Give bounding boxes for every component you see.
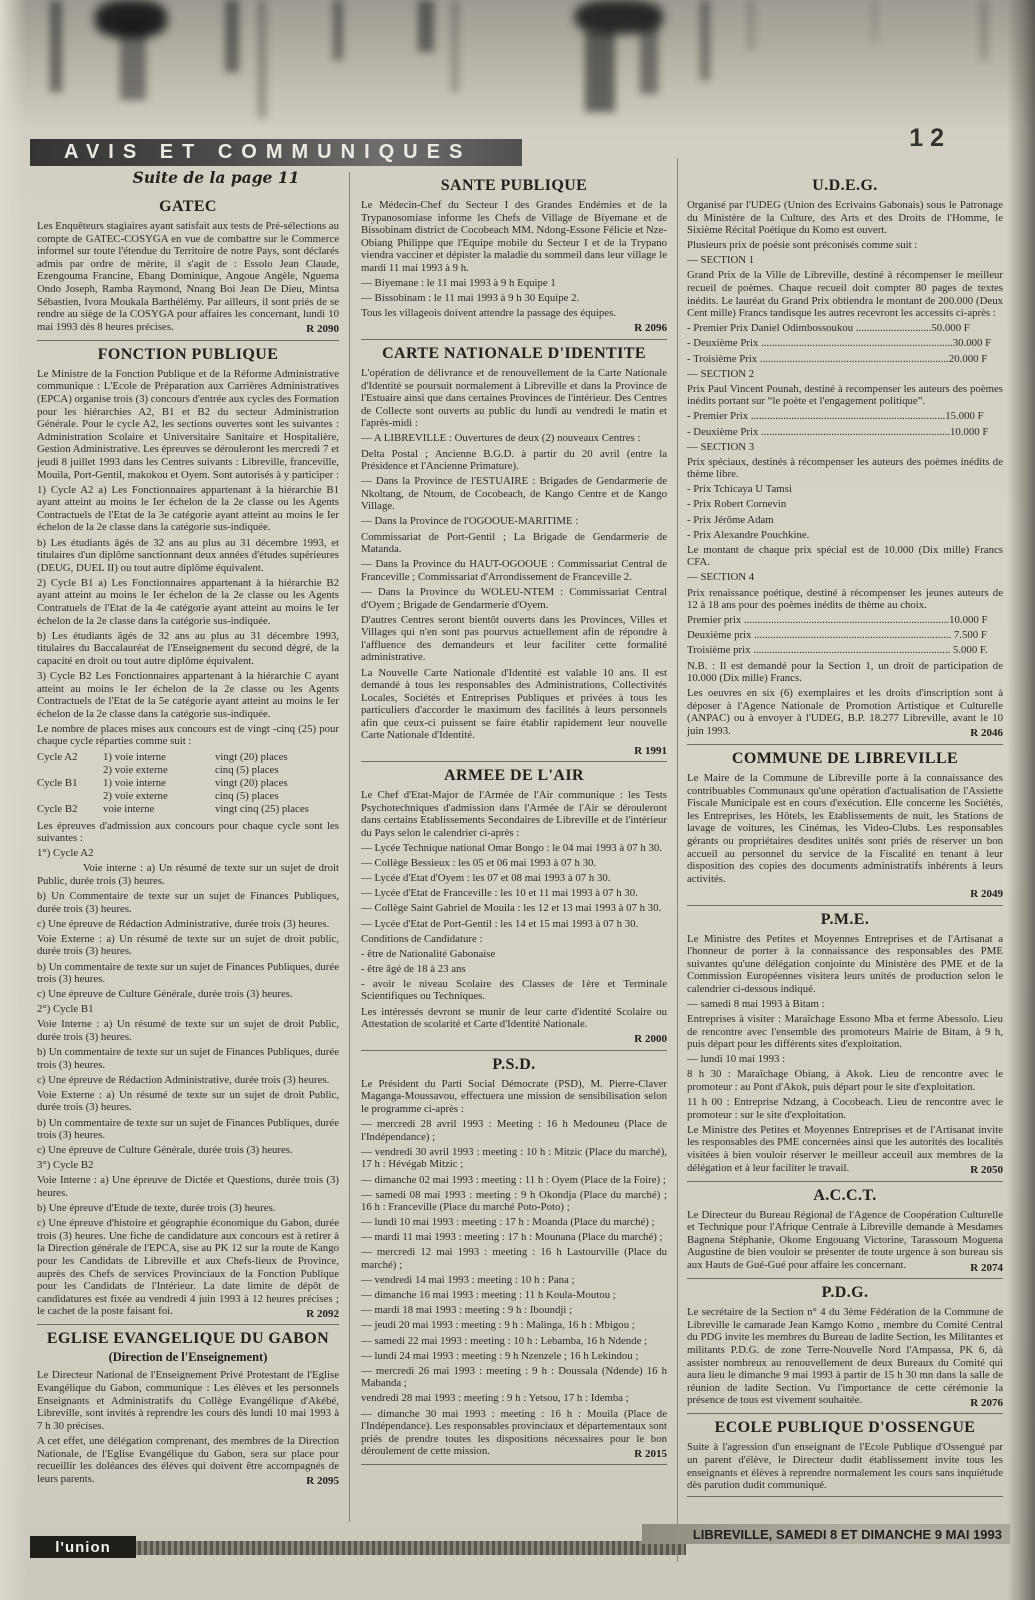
section-title: P.M.E. — [820, 910, 870, 928]
scan-artifact — [748, 0, 754, 50]
places-row — [37, 803, 339, 816]
places-cell: 1) voie interne — [103, 776, 166, 789]
paragraph: Prix spéciaux, destinés à récompenser les auteurs des poèmes inédits de thème libre. — [687, 455, 1003, 481]
places-cell: vingt cinq (25) places — [215, 803, 309, 816]
paragraph: — mercredi 26 mai 1993 : meeting : 9 h : Doussala (Ndende) 16 h Mabanda ; — [361, 1364, 667, 1390]
column-center — [356, 168, 672, 1564]
paragraph: A cet effet, une délégation comprenant, des membres de la Direction Nationale, de l'Eglise Evangélique du Gabon, sera sur place pour recueillir les doléances des élèves qui doivent être accompagnés de leurs parents. — [37, 1434, 339, 1485]
column-divider — [349, 172, 350, 1522]
paragraph: Les Enquêteurs stagiaires ayant satisfait aux tests de Pré-sélections au compte de GATEC-COSYGA en vue de combattre sur le Commerce informel sur toute l'étendue du Territoire de notre Pays, sont déclarés admis par ordre de mérite, il s'agit de : Essolo Jean Claude, Ezengouma Francine, Ebang Dominique, Angoue Angèle, Nguema Ondo Joseph, Ramba Raymond, Nnang Boi Jean De Dieu, Mintsa Sébastien, Ivora Moukala Barthélémy. Par ailleurs, il sont priés de se rendre au siège de la COSYGA pour affaires les concernant, lundi 10 mai 1993 dès 8 heures précises. — [37, 220, 339, 333]
paragraph: b) Une épreuve d'Etude de texte, durée trois (3) heures. — [37, 1202, 276, 1215]
dateline: LIBREVILLE, SAMEDI 8 ET DIMANCHE 9 MAI 1993 — [692, 1526, 1002, 1542]
paragraph: 11 h 00 : Entreprise Ndzang, à Cocobeach. Lieu de rencontre avec le promoteur : sur le site d'exploitation. — [687, 1096, 1003, 1121]
column-end-rule — [361, 1464, 667, 1465]
paragraph: 1°) Cycle A2 — [37, 847, 94, 860]
paragraph: — Collège Bessieux : les 05 et 06 mai 1993 à 07 h 30. — [361, 857, 597, 870]
prize-line: Troisième prix ......................................................................... 5.000 F. — [687, 644, 988, 657]
paragraph: b) Les étudiants âgés de 32 ans au plus au 31 décembre 1993, et titulaires d'un diplôme sanctionnant deux années d'études supérieures (DEUG, DUEL II) ou tout autre diplôme équivalent. — [37, 536, 339, 574]
paragraph: — Lycée Technique national Omar Bongo : le 04 mai 1993 à 07 h 30. — [361, 842, 662, 855]
paragraph: c) Une épreuve d'histoire et géographie économique du Gabon, durée trois (3) heures. Une fiche de candidature aux concours est à retirer à la Direction générale de l'EPCA, sise au PK 12 sur la route de Kango pour les Candidats de Libreville et aux Chefs-lieux de Province, auprès des Chefs de services Provinciaux de la Fonction Publique pour les Candidats de l'Intérieur. La date limite de dépôt de candidatures est fixée au vendredi 4 juin 1993 à 12 heures précises ; le cachet de la poste faisant foi. — [37, 1217, 339, 1318]
places-cell: 2) voie externe — [103, 763, 168, 776]
paragraph: Le nombre de places mises aux concours est de vingt -cinq (25) pour chaque cycle réparties comme suit : — [37, 722, 339, 748]
paragraph: Le Chef d'Etat-Major de l'Armée de l'Air communique : les Tests Psychotechniques d'admission dans l'Armée de l'Air se dérouleront dans certains Etablissements Secondaires de Libreville et de l'intérieur du Pays selon le calendrier ci-après : — [361, 789, 667, 839]
scan-artifact — [980, 0, 988, 60]
places-cell: vingt (20) places — [215, 776, 288, 789]
paragraph: Les intéressés devront se munir de leur carte d'identité Scolaire ou Attestation de scolarité et Carte d'Identité Nationale. — [361, 1005, 667, 1031]
places-row — [37, 790, 339, 803]
section-header-bar — [30, 139, 522, 166]
section-title: FONCTION PUBLIQUE — [97, 345, 279, 363]
section-title: A.C.C.T. — [813, 1186, 877, 1204]
paragraph: — lundi 10 mai 1993 : meeting : 17 h : Moanda (Place du marché) ; — [361, 1216, 655, 1229]
page-number: 12 — [909, 124, 951, 152]
paragraph: Voie Externe : a) Un résumé de texte sur un sujet de droit public, durée trois (3) heures. — [37, 932, 339, 958]
page-edge-right — [1007, 0, 1035, 1600]
paragraph: - être âgé de 18 à 23 ans — [361, 962, 466, 975]
paragraph: Prix Paul Vincent Pounah, destiné à recompenser les auteurs des poèmes inédits portant sur “le poète et l'engagement politique”. — [687, 382, 1003, 408]
section-ecole-ossengue — [687, 1413, 1003, 1491]
prize-line: - Deuxième Prix ......................................................................10.000 F — [687, 425, 989, 438]
paragraph: — Lycée d'Etat de Port-Gentil : les 14 et 15 mai 1993 à 07 h 30. — [361, 917, 639, 930]
paragraph: c) Une épreuve de Culture Générale, durée trois (3) heures. — [37, 988, 293, 1001]
section-commune-libreville — [687, 744, 1003, 900]
paragraph: — mardi 11 mai 1993 : meeting : 17 h : Mounana (Place du marché) ; — [361, 1231, 663, 1244]
paragraph: Commissariat de Port-Gentil ; La Brigade de Gendarmerie de Matanda. — [361, 530, 667, 556]
section-armee-de-lair — [361, 761, 667, 1046]
places-cell: vingt (20) places — [215, 750, 288, 763]
column-divider — [677, 158, 678, 1562]
prize-line: Deuxième prix ......................................................................... 7.500 F — [687, 629, 987, 642]
paragraph: Organisé par l'UDEG (Union des Ecrivains Gabonais) sous le Patronage du Ministère de la Culture, des Arts et des Droits de l'Homme, le Sixième Récital Poétique du Komo est ouvert. — [687, 199, 1003, 237]
paragraph: 3°) Cycle B2 — [37, 1159, 94, 1172]
section-title: ECOLE PUBLIQUE D'OSSENGUE — [714, 1419, 976, 1437]
column-end-rule — [687, 1496, 1003, 1497]
paragraph: La Nouvelle Carte Nationale d'Identité est valable 10 ans. Il est demandé à tous les responsables des Administrations, Collectivités Locales, Sociétés et Entreprises Publiques et privées à tous les particuliers d'accorder le maximum des facilités à leurs personnels afin que ceux-ci puissent se faire établir rapidement leur nouvelle Carte Nationale d'Identité. — [361, 666, 667, 742]
ref-number: R 2015 — [634, 1447, 667, 1460]
paragraph: Le Directeur du Bureau Régional de l'Agence de Coopération Culturelle et Technique pour l'Afrique Centrale à Libreville demande à Mesdames Bagnena Stéphanie, Okome Engouang Victorine, Tarassoum Moguena Augustine de bien vouloir se présenter de toute urgence à son bureau sis aux Hauts de Gué-Gué pour affaire les concernant. — [687, 1208, 1003, 1272]
scan-artifact — [50, 0, 62, 92]
places-table — [37, 751, 339, 817]
places-cell — [37, 790, 103, 803]
paragraph: Prix renaissance poétique, destiné à récompenser les jeunes auteurs de 12 à 18 ans pour des poèmes inédits de thème au choix. — [687, 586, 1003, 612]
section-pdg — [687, 1278, 1003, 1409]
paragraph: b) Les étudiants âgés de 32 ans au plus au 31 décembre 1993, titulaires du Baccalauréat de l'Enseignement du second dégré, de la capacité en droit ou tout autre diplôme équivalent. — [37, 629, 339, 667]
paragraph: 3) Cycle B2 Les Fonctionnaires appartenant à la hiérarchie C ayant atteint au moins le Ier échelon de la 2e classe ou les Agents Contractuels de l'Etat de la 5e catégorie ayant atteint au moins le Ier échelon de la 2e classe dans la catégorie sus-indiquée. — [37, 670, 339, 720]
paragraph: — Collège Saint Gabriel de Mouila : les 12 et 13 mai 1993 à 07 h 30. — [361, 902, 662, 915]
column-right — [682, 168, 1008, 1524]
ref-number: R 2046 — [970, 727, 1003, 740]
paragraph: — lundi 10 mai 1993 : — [687, 1053, 786, 1066]
paragraph: — Lycée d'Etat de Franceville : les 10 et 11 mai 1993 à 07 h 30. — [361, 887, 638, 900]
section-psd — [361, 1050, 667, 1461]
paragraph: — Bissobinam : le 11 mai 1993 à 9 h 30 Equipe 2. — [361, 292, 580, 305]
paragraph: c) Une épreuve de Rédaction Administrative, durée trois (3) heures. — [37, 917, 330, 930]
ref-number: R 2074 — [970, 1261, 1003, 1274]
paragraph: - être de Nationalité Gabonaise — [361, 947, 496, 960]
scan-artifact — [585, 28, 615, 112]
section-pme — [687, 905, 1003, 1177]
paragraph: — A LIBREVILLE : Ouvertures de deux (2) nouveaux Centres : — [361, 432, 641, 445]
prize-line: Premier prix ............................................................................10.000 F — [687, 614, 988, 627]
paragraph: Tous les villageois doivent attendre la passage des équipes. — [361, 307, 617, 320]
paragraph: — mardi 18 mai 1993 : meeting : 9 h : Iboundji ; — [361, 1304, 573, 1317]
section-sante-publique — [361, 172, 667, 335]
section-title: P.D.G. — [821, 1284, 869, 1302]
paragraph: 1) Cycle A2 a) Les Fonctionnaires appartenant à la hiérarchie B1 ayant atteint au moins le Ier échelon de la 2e classe ou les Agents Contractuels de l'Etat de la 3e catégorie ayant atteint au moins le Ier échelon de la 2e classe dans la catégorie sus-indiquée. — [37, 483, 339, 534]
paragraph: Voie Interne : a) Une épreuve de Dictée et Questions, durée trois (3) heures. — [37, 1174, 339, 1200]
page-header-title: AVIS ET COMMUNIQUES — [64, 141, 472, 163]
paragraph: — Dans la Province du WOLEU-NTEM : Commissariat Central d'Oyem ; Brigade de Gendarmerie d'Oyem. — [361, 585, 667, 611]
section-title: GATEC — [159, 198, 217, 215]
ref-number: R 2092 — [306, 1307, 339, 1320]
paragraph: Le Ministre de la Fonction Publique et de la Réforme Administrative communique : L'Ecole de Préparation aux Carrières Administratives (EPCA) organise trois (3) concours d'entrée aux cycles des Formation pour les hiérarchies A2, B1 et B2 du secteur Administration Générale. Pour le cycle A2, les sections ouvertes sont les suivantes : Administration Scolaire et Universitaire Sanitaire et Hospitalière, Gestion Administrative. Les épreuves se dérouleront les mercredi 7 et jeudi 8 juillet 1993 dans les Centres suivants : Libreville, franceville, Mouila, Port-Gentil, makokou et Oyem. Sont autorisés à y participer : — [37, 367, 339, 481]
paragraph: — Dans la Province du HAUT-OGOOUE : Commissariat Central de Franceville ; Commissariat d'Arrondissement de Franceville 2. — [361, 558, 667, 583]
section-title: SANTE PUBLIQUE — [440, 177, 588, 194]
ref-number: R 2076 — [970, 1396, 1003, 1409]
paragraph: — SECTION 4 — [687, 571, 755, 584]
scan-artifact — [640, 24, 658, 94]
paragraph: Le Président du Parti Social Démocrate (PSD), M. Pierre-Claver Maganga-Moussavou, effectuera une mission de sensibilisation selon le programme ci-après : — [361, 1077, 667, 1116]
paragraph: — jeudi 20 mai 1993 : meeting : 9 h : Malinga, 16 h : Mbigou ; — [361, 1319, 635, 1332]
ref-number: R 1991 — [634, 744, 667, 757]
paragraph: — samedi 8 mai 1993 à Bitam : — [687, 997, 825, 1010]
scan-artifact — [225, 0, 239, 72]
prize-line: - Prix Robert Cornevin — [687, 498, 787, 511]
places-row — [37, 777, 339, 790]
paragraph: Les épreuves d'admission aux concours pour chaque cycle sont les suivantes : — [37, 819, 339, 845]
places-cell: 2) voie externe — [103, 790, 168, 803]
paragraph: c) Une épreuve de Culture Générale, durée trois (3) heures. — [37, 1144, 293, 1157]
section-fonction-publique — [37, 340, 339, 1321]
paragraph: — Biyemane : le 11 mai 1993 à 9 h Equipe 1 — [361, 277, 556, 290]
paragraph: Le Ministre des Petites et Moyennes Entreprises et de l'Artisanat a l'honneur de porter à la connaissance des responsables des PME suivantes qu'une délégation conjointe du Ministère des PME et de la Commission Européennes visitera leurs unités de production selon le calendrier ci-dessous indiqué. — [687, 932, 1003, 995]
paragraph: — vendredi 14 mai 1993 : meeting : 10 h : Pana ; — [361, 1274, 575, 1287]
places-row — [37, 764, 339, 777]
section-title: U.D.E.G. — [812, 177, 878, 194]
prize-line: - Deuxième Prix .......................................................................30.000 F — [687, 337, 992, 350]
paragraph: N.B. : Il est demandé pour la Section 1, un droit de participation de 10.000 (Dix mille) Francs. — [687, 659, 1003, 685]
paragraph: — samedi 22 mai 1993 : meeting : 10 h : Lebamba, 16 h Ndende ; — [361, 1334, 648, 1347]
paragraph: D'autres Centres seront bientôt ouverts dans les Provinces, Villes et Villages qui n'en sont pas pourvus actuellement afin de répondre à l'affluence des demandeurs et leur faciliter cette formalité administrative. — [361, 613, 667, 664]
places-cell: 1) voie interne — [103, 750, 166, 763]
paragraph: Voie Interne : a) Un résumé de texte sur un sujet de droit Public, durée trois (3) heures. — [37, 1018, 339, 1043]
lunion-logo: l'union — [30, 1536, 136, 1558]
prize-line: - Prix Alexandre Pouchkine. — [687, 528, 810, 541]
section-title: COMMUNE DE LIBREVILLE — [731, 750, 959, 768]
ref-number: R 2090 — [306, 323, 339, 336]
paragraph: L'opération de délivrance et de renouvellement de la Carte Nationale d'Identité se poursuit normalement à Libreville et dans la Province de l'Estuaire ainsi que dans certaines Provinces de l'intérieur. Des Centres de Collecte sont ouverts au public du lundi au vendredi le matin et l'après-midi : — [361, 366, 667, 430]
prize-line: - Prix Jérôme Adam — [687, 513, 774, 526]
paragraph: Le secrétaire de la Section n° 4 du 3ème Fédération de la Commune de Libreville le camarade Jean Kamgo Komo , membre du Comité Central du PDG invite les membres du Bureau de ladite Section, les Militantes et militants P.D.G. de zone Terre-Nouvelle Nord l'Ampassa, PK 6, dà assister nombreux au renouvellement de deux Bureaux du Comité qui aura lieu le dimanche 9 mai 1993 à partir de 15 h 30 mn dans la salle de réunion de ladite Section. Vu l'importance de cette cérémonie la présence de tous est vivement souhaitée. — [687, 1306, 1003, 1407]
ref-number: R 2049 — [970, 887, 1003, 900]
paragraph: 2°) Cycle B1 — [37, 1003, 94, 1016]
prize-line: - Troisième Prix ......................................................................20.000 F — [687, 352, 988, 365]
paragraph: — SECTION 2 — [687, 367, 755, 380]
paragraph: — SECTION 3 — [687, 440, 755, 453]
places-cell: Cycle B1 — [37, 776, 78, 789]
paragraph: — SECTION 1 — [687, 254, 755, 267]
paragraph: b) Un Commentaire de texte sur un sujet de Finances Publiques, durée trois (3) heures. — [37, 890, 339, 915]
paragraph: b) Un commentaire de texte sur un sujet de Finances Publiques, durée trois (3) heures. — [37, 1046, 339, 1071]
ref-number: R 2050 — [970, 1164, 1003, 1177]
places-cell: Cycle B2 — [37, 803, 78, 816]
paragraph: b) Un commentaire de texte sur un sujet de Finances Publiques, durée trois (3) heures. — [37, 960, 339, 986]
places-cell: cinq (5) places — [215, 790, 279, 803]
paragraph: Le montant de chaque prix spécial est de 10.000 (Dix mille) Francs CFA. — [687, 543, 1003, 569]
section-title: CARTE NATIONALE D'IDENTITE — [382, 344, 646, 362]
paragraph: — Lycée d'Etat d'Oyem : les 07 et 08 mai 1993 à 07 h 30. — [361, 872, 611, 885]
column-left — [32, 168, 344, 1528]
footer-dateline-bar — [642, 1524, 1010, 1544]
prize-line: - Premier Prix Daniel Odimbossoukou ............................50.000 F — [687, 322, 970, 335]
paragraph: Voie Externe : a) Un résumé de texte sur un sujet de droit Public, durée trois (3) heures. — [37, 1088, 339, 1114]
places-cell: cinq (5) places — [215, 763, 279, 776]
scan-artifact — [258, 0, 266, 118]
paragraph: — lundi 24 mai 1993 : meeting : 9 h Nzenzele ; 16 h Lekindou ; — [361, 1349, 639, 1362]
places-cell: Cycle A2 — [37, 750, 78, 763]
paragraph: Le Maire de la Commune de Libreville porte à la connaissance des contribuables Communaux qu'une opération d'actualisation de l'Assiette Fiscale Municipale est en cours d'exécution. Elle concerne les Sociétés, les Entreprises, les Hôtels, les Etablissements de nuit, les Stations de lavage de voitures, les Cinémas, les Video-Clubs. Les responsables gérants ou propriétaires desdites unités sont priés de réserver un bon accueil au personnel du service de la Fiscalité en tenant à leur disposition des copies des documents administratifs inhérents à leurs activités. — [687, 772, 1003, 885]
paragraph: — Dans la Province de l'OGOOUE-MARITIME : — [361, 515, 579, 528]
paragraph: Delta Postal ; Ancienne B.G.D. à partir du 20 avril (entre la Présidence et l'Ancienne Primature). — [361, 447, 667, 473]
paragraph: Le Ministre des Petites et Moyennes Entreprises et de l'Artisanat invite les responsables des PME concernées ainsi que les autorités des localités visitées à bien vouloir réserver le meilleur acceuil aux membres de la délégation et à leur faciliter le travail. — [687, 1123, 1003, 1174]
section-title: P.S.D. — [492, 1055, 536, 1073]
ref-number: R 2095 — [306, 1475, 339, 1488]
scan-artifact — [452, 0, 458, 92]
prize-line: - Premier Prix ........................................................................15.000 F — [687, 410, 984, 423]
page-edge-left — [0, 0, 26, 1600]
scan-artifact — [700, 0, 710, 80]
paragraph: Plusieurs prix de poésie sont préconisés comme suit : — [687, 239, 918, 252]
paragraph: Grand Prix de la Ville de Libreville, destiné à récompenser le meilleur recueil de poèmes. Chaque recueil doit compter 80 pages de textes inédits. Le lauréat du Grand Prix obtiendra le montant de 200.000 (Deux Cent mille) Francs tandisque les autres recevront les accessits ci-après : — [687, 269, 1003, 320]
paragraph: c) Une épreuve de Rédaction Administrative, durée trois (3) heures. — [37, 1073, 330, 1086]
paragraph: — dimanche 30 mai 1993 : meeting : 16 h : Mouila (Place de l'Indépendance). Les responsables provinciaux et départementaux sont priés de prendre toutes les dispositions nécessaires pour le bon déroulement de cette mission. — [361, 1407, 667, 1458]
paragraph: 2) Cycle B1 a) Les Fonctionnaires appartenant à la hiérarchie B2 ayant atteint au moins le Ier échelon de la 2e classe ou les Agents Contratuels de l'Etat de la 4e catégorie ayant atteint au moins le Ier échelon de la 2e classe dans la catégorie sus-indiquée. — [37, 576, 339, 627]
paragraph: 8 h 30 : Maraîchage Obiang, à Akok. Lieu de rencontre avec le promoteur : au Pont d'Akok, puis départ pour le site d'exploitation. — [687, 1068, 1003, 1094]
paragraph: Conditions de Candidature : — [361, 932, 483, 945]
paragraph: b) Un commentaire de texte sur un sujet de Finances Publiques, durée trois (3) heures. — [37, 1116, 339, 1142]
paragraph: Suite à l'agression d'un enseignant de l'Ecole Publique d'Ossengué par un parent d'élève, le Directeur dudit établissement invite tous les enseignants et élèves à reprendre normalement les cours sans inquiétude dès parution dudit communiqué. — [687, 1441, 1003, 1492]
paragraph: Les oeuvres en six (6) exemplaires et les droits d'inscription sont à déposer à l'Agence Nationale de Promotion Artistique et Culturelle (ANPAC) ou à envoyer à l'UDEG, B.P. 18.277 Libreville, avant le 10 juin 1993. — [687, 687, 1003, 737]
scan-artifact — [333, 0, 343, 60]
scan-artifact — [120, 20, 146, 100]
section-gatec — [37, 193, 339, 336]
prize-line: - Prix Tchicaya U Tamsi — [687, 483, 792, 496]
section-carte-nationale — [361, 339, 667, 757]
paragraph: Entreprises à visiter : Maraîchage Essono Mba et ferme Abessolo. Lieu de rencontre avec l'ensemble des promoteurs Mairie de Bitam, à 9 h, puis départ pour les différents sites d'exploitation. — [687, 1013, 1003, 1051]
paragraph: — Dans la Province de l'ESTUAIRE : Brigades de Gendarmerie de Nkoltang, de Ntoum, de Cocobeach, de Kango Centre et de Kango Village. — [361, 475, 667, 513]
section-eglise-evangelique — [37, 1324, 339, 1487]
places-row — [37, 751, 339, 764]
scan-artifact — [872, 0, 877, 42]
section-udeg — [687, 172, 1003, 740]
section-subtitle: (Direction de l'Enseignement) — [108, 1350, 268, 1365]
paragraph: — dimanche 02 mai 1993 : meeting : 11 h : Oyem (Place de la Foire) ; — [361, 1173, 666, 1186]
continuation-note: Suite de la page 11 — [132, 168, 300, 187]
section-title: ARMEE DE L'AIR — [444, 767, 584, 785]
paragraph: - avoir le niveau Scolaire des Classes de 1ère et Terminale Scientifiques ou Techniques. — [361, 977, 667, 1003]
paragraph: vendredi 28 mai 1993 : meeting : 9 h : Yetsou, 17 h : Idemba ; — [361, 1392, 629, 1405]
paragraph: Le Directeur National de l'Enseignement Privé Protestant de l'Eglise Evangélique du Gabon, communique : Les élèves et les personnels Enseignants et Administratifs du Collège Evangélique d'Akébé, Libreville, sont invités à reprendre les cours dès lundi 10 mai 1993 à 7 h 30 précises. — [37, 1369, 339, 1432]
paragraph: — mercredi 28 avril 1993 : Meeting : 16 h Medouneu (Place de l'Indépendance) ; — [361, 1118, 667, 1143]
paragraph: — vendredi 30 avril 1993 : meeting : 10 h : Mitzic (Place du marché), 17 h : Hévégab Mitzic ; — [361, 1145, 667, 1171]
paragraph: — dimanche 16 mai 1993 : meeting : 11 h Koula-Moutou ; — [361, 1289, 616, 1302]
ref-number: R 2000 — [634, 1033, 667, 1046]
paragraph: Le Médecin-Chef du Secteur I des Grandes Endémies et de la Trypanosomiase informe les Chefs de Village de Biyemane et de Bissobinam district de Cocobeach MM. Ndong-Essone Félicie et Nze-Obiang Philippe que l'Equipe mobile du Secteur I et de la Trypano viendra vacciner et dépister la maladie du sommeil dans leur village le mardi 11 mai 1993 à 9 h. — [361, 199, 667, 274]
places-cell — [37, 764, 103, 777]
places-cell: voie interne — [103, 803, 155, 816]
paragraph: — samedi 08 mai 1993 : meeting : 9 h Okondja (Place du marché) ; 16 h : Franceville (Place du marché Poto-Poto) ; — [361, 1188, 667, 1214]
scan-artifact — [418, 0, 434, 52]
ref-number: R 2096 — [634, 322, 667, 335]
section-acct — [687, 1181, 1003, 1274]
paragraph: Voie interne : a) Un résumé de texte sur un sujet de droit Public, durée trois (3) heures. — [37, 862, 339, 887]
paragraph: — mercredi 12 mai 1993 : meeting : 16 h Lastourville (Place du marché) ; — [361, 1246, 667, 1272]
section-title: EGLISE EVANGELIQUE DU GABON — [46, 1330, 330, 1348]
